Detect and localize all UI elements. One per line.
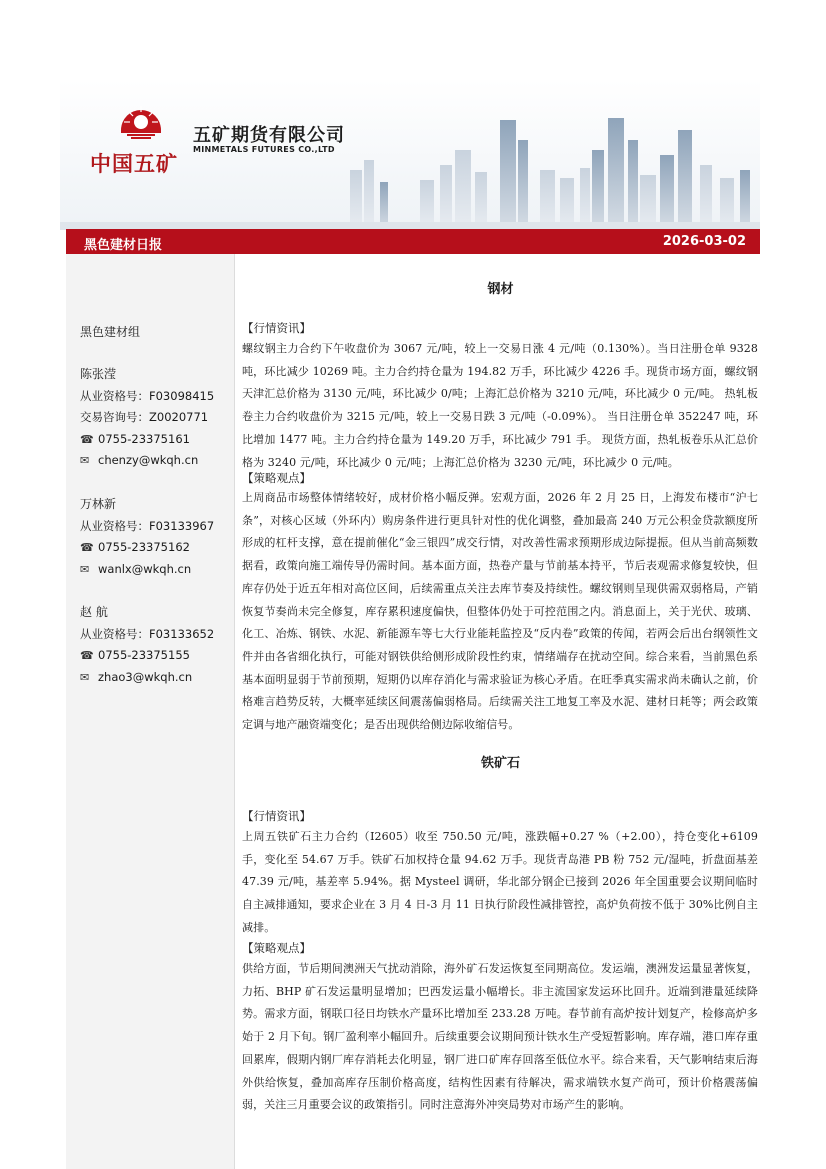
- analyst-name: 陈张滢: [80, 367, 117, 381]
- analyst-email-row: [80, 667, 214, 689]
- report-date: 2026-03-02: [662, 234, 746, 249]
- steel-news-label: 【行情资讯】: [242, 321, 311, 335]
- company-name-en: MINMETALS FUTURES CO.,LTD: [193, 145, 335, 154]
- analyst-qualification: 从业资格号：F03133967: [80, 518, 215, 533]
- analyst-phone: 0755-23375155: [98, 648, 190, 662]
- analyst-name: 万林新: [80, 497, 117, 511]
- phone-icon: ☎: [80, 541, 94, 554]
- analyst-phone-row: [80, 429, 214, 451]
- phone-icon: ☎: [80, 432, 94, 446]
- ore-news-label: 【行情资讯】: [242, 809, 311, 823]
- analyst-qualification: 从业资格号：F03098415: [80, 388, 215, 403]
- email-icon: ✉: [80, 670, 90, 684]
- analyst-name: 赵 航: [80, 605, 108, 619]
- email-icon: ✉: [80, 562, 90, 576]
- analyst-email[interactable]: zhao3@wkqh.cn: [98, 669, 193, 684]
- analyst-phone-row: [80, 645, 214, 667]
- steel-view-label: 【策略观点】: [242, 471, 311, 485]
- analyst-card: [80, 602, 214, 688]
- brand-cn: 中国五矿: [90, 152, 178, 176]
- phone-icon: ☎: [80, 649, 94, 662]
- report-title-bar: [66, 229, 760, 254]
- ore-view-text: 供给方面，节后期间澳洲天气扰动消除，海外矿石发运恢复至同期高位。发运端，澳洲发运量显著恢复，力拓、BHP 矿石发运量明显增加；巴西发运量小幅增长。非主流国家发运环比回升。近端到港量延续降势。需求方面，钢联口径日均铁水产量环比增加至 233.28 万吨。春节前有高炉按计划复产，检修高炉多始于 2 月下旬。钢厂盈利率小幅回升。后续重要会议期间预计铁水生产受短暂影响。库存端，港口库存重回累库，假期内钢厂库存消耗去化明显，钢厂进口矿库存回落至低位水平。综合来看，天气影响结束后海外供给恢复，叠加高库存压制价格高度，结构性因素有待解决，需求端铁水复产尚可，预计价格震荡偏弱，关注三月重要会议的政策指引。同时注意海外冲突局势对市场产生的影响。: [242, 962, 758, 1112]
- report-name: 黑色建材日报: [84, 238, 163, 253]
- report-header: [0, 0, 826, 230]
- analyst-email[interactable]: wanlx@wkqh.cn: [98, 561, 192, 576]
- analyst-email-row: [80, 559, 214, 581]
- company-name-cn: 五矿期货有限公司: [193, 125, 345, 146]
- analyst-phone-row: [80, 537, 214, 559]
- section-title-steel: 钢材: [487, 282, 514, 297]
- ore-news-text: 上周五铁矿石主力合约（I2605）收至 750.50 元/吨，涨跌幅+0.27 %（+2.00），持仓变化+6109 手，变化至 54.67 万手。铁矿石加权持仓量 94.62 万手。现货青岛港 PB 粉 752 元/湿吨，折盘面基差 47.39 元/吨，基差率 5.94%。据 Mysteel 调研，华北部分钢企已接到 2026 年全国重要会议期间临时自主减排通知，要求企业在 3 月 4 日-3 月 11 日执行阶段性减排管控，高炉负荷按不低于 30%比例自主减排。: [242, 830, 758, 934]
- steel-news-text: 螺纹钢主力合约下午收盘价为 3067 元/吨，较上一交易日涨 4 元/吨（0.130%）。当日注册仓单 9328 吨，环比减少 10269 吨。主力合约持仓量为 194.82 万手，环比减少 4226 手。现货市场方面，螺纹钢天津汇总价格为 3130 元/吨，环比减少 0/吨；上海汇总价格为 3210 元/吨，环比减少 0 元/吨。 热轧板卷主力合约收盘价为 3215 元/吨，较上一交易日跌 3 元/吨（-0.09%）。 当日注册仓单 352247 吨，环比增加 1477 吨。主力合约持仓量为 149.20 万手，环比减少 791 手。 现货方面，热轧板卷乐从汇总价格为 3240 元/吨，环比减少 0 元/吨；上海汇总价格为 3230 元/吨，环比减少 0 元/吨。: [242, 342, 758, 469]
- analyst-qualification: 从业资格号：F03133652: [80, 626, 215, 641]
- analyst-email-row: [80, 450, 214, 472]
- section-title-iron-ore: 铁矿石: [480, 756, 520, 771]
- analyst-email[interactable]: chenzy@wkqh.cn: [98, 453, 199, 467]
- analyst-card: [80, 364, 214, 472]
- analyst-card: [80, 494, 214, 580]
- minmetals-emblem-icon: [117, 100, 165, 148]
- analyst-consult-number: 交易咨询号：Z0020771: [80, 410, 209, 424]
- ore-view-label: 【策略观点】: [242, 941, 311, 955]
- team-name: 黑色建材组: [80, 325, 141, 339]
- steel-view-text: 上周商品市场整体情绪较好，成材价格小幅反弹。宏观方面，2026 年 2 月 25 日，上海发布楼市“沪七条”，对核心区域（外环内）购房条件进行更具针对性的优化调整，叠加最高 240 万元公积金贷款额度所形成的杠杆支撑，意在提前催化“金三银四”成交行情，对改善性需求预期形成边际提振。但从当前高频数据看，政策向施工端传导仍需时间。基本面方面，热卷产量与节前基本持平，节后表观需求修复较快，但库存仍处于近五年相对高位区间，后续需重点关注去库节奏及持续性。螺纹钢则呈现供需双弱格局，产销恢复节奏尚未完全修复，库存累积速度偏快，但整体仍处于可控范围之内。消息面上，关于光伏、玻璃、化工、冶炼、钢铁、水泥、新能源车等七大行业能耗监控及“反内卷”政策的传闻，若两会后出台纲领性文件并由各省细化执行，可能对钢铁供给侧形成阶段性约束，情绪端存在扰动空间。综合来看，当前黑色系基本面明显弱于节前预期，短期仍以库存消化与需求验证为核心矛盾。在旺季真实需求尚未确认之前，价格难言趋势反转，大概率延续区间震荡偏弱格局。后续需关注工地复工率及水泥、建材日耗等；两会政策定调与地产融资端变化；是否出现供给侧边际收缩信号。: [242, 491, 758, 732]
- analyst-phone: 0755-23375162: [98, 540, 190, 554]
- email-icon: ✉: [80, 454, 90, 467]
- analyst-phone: 0755-23375161: [98, 431, 190, 446]
